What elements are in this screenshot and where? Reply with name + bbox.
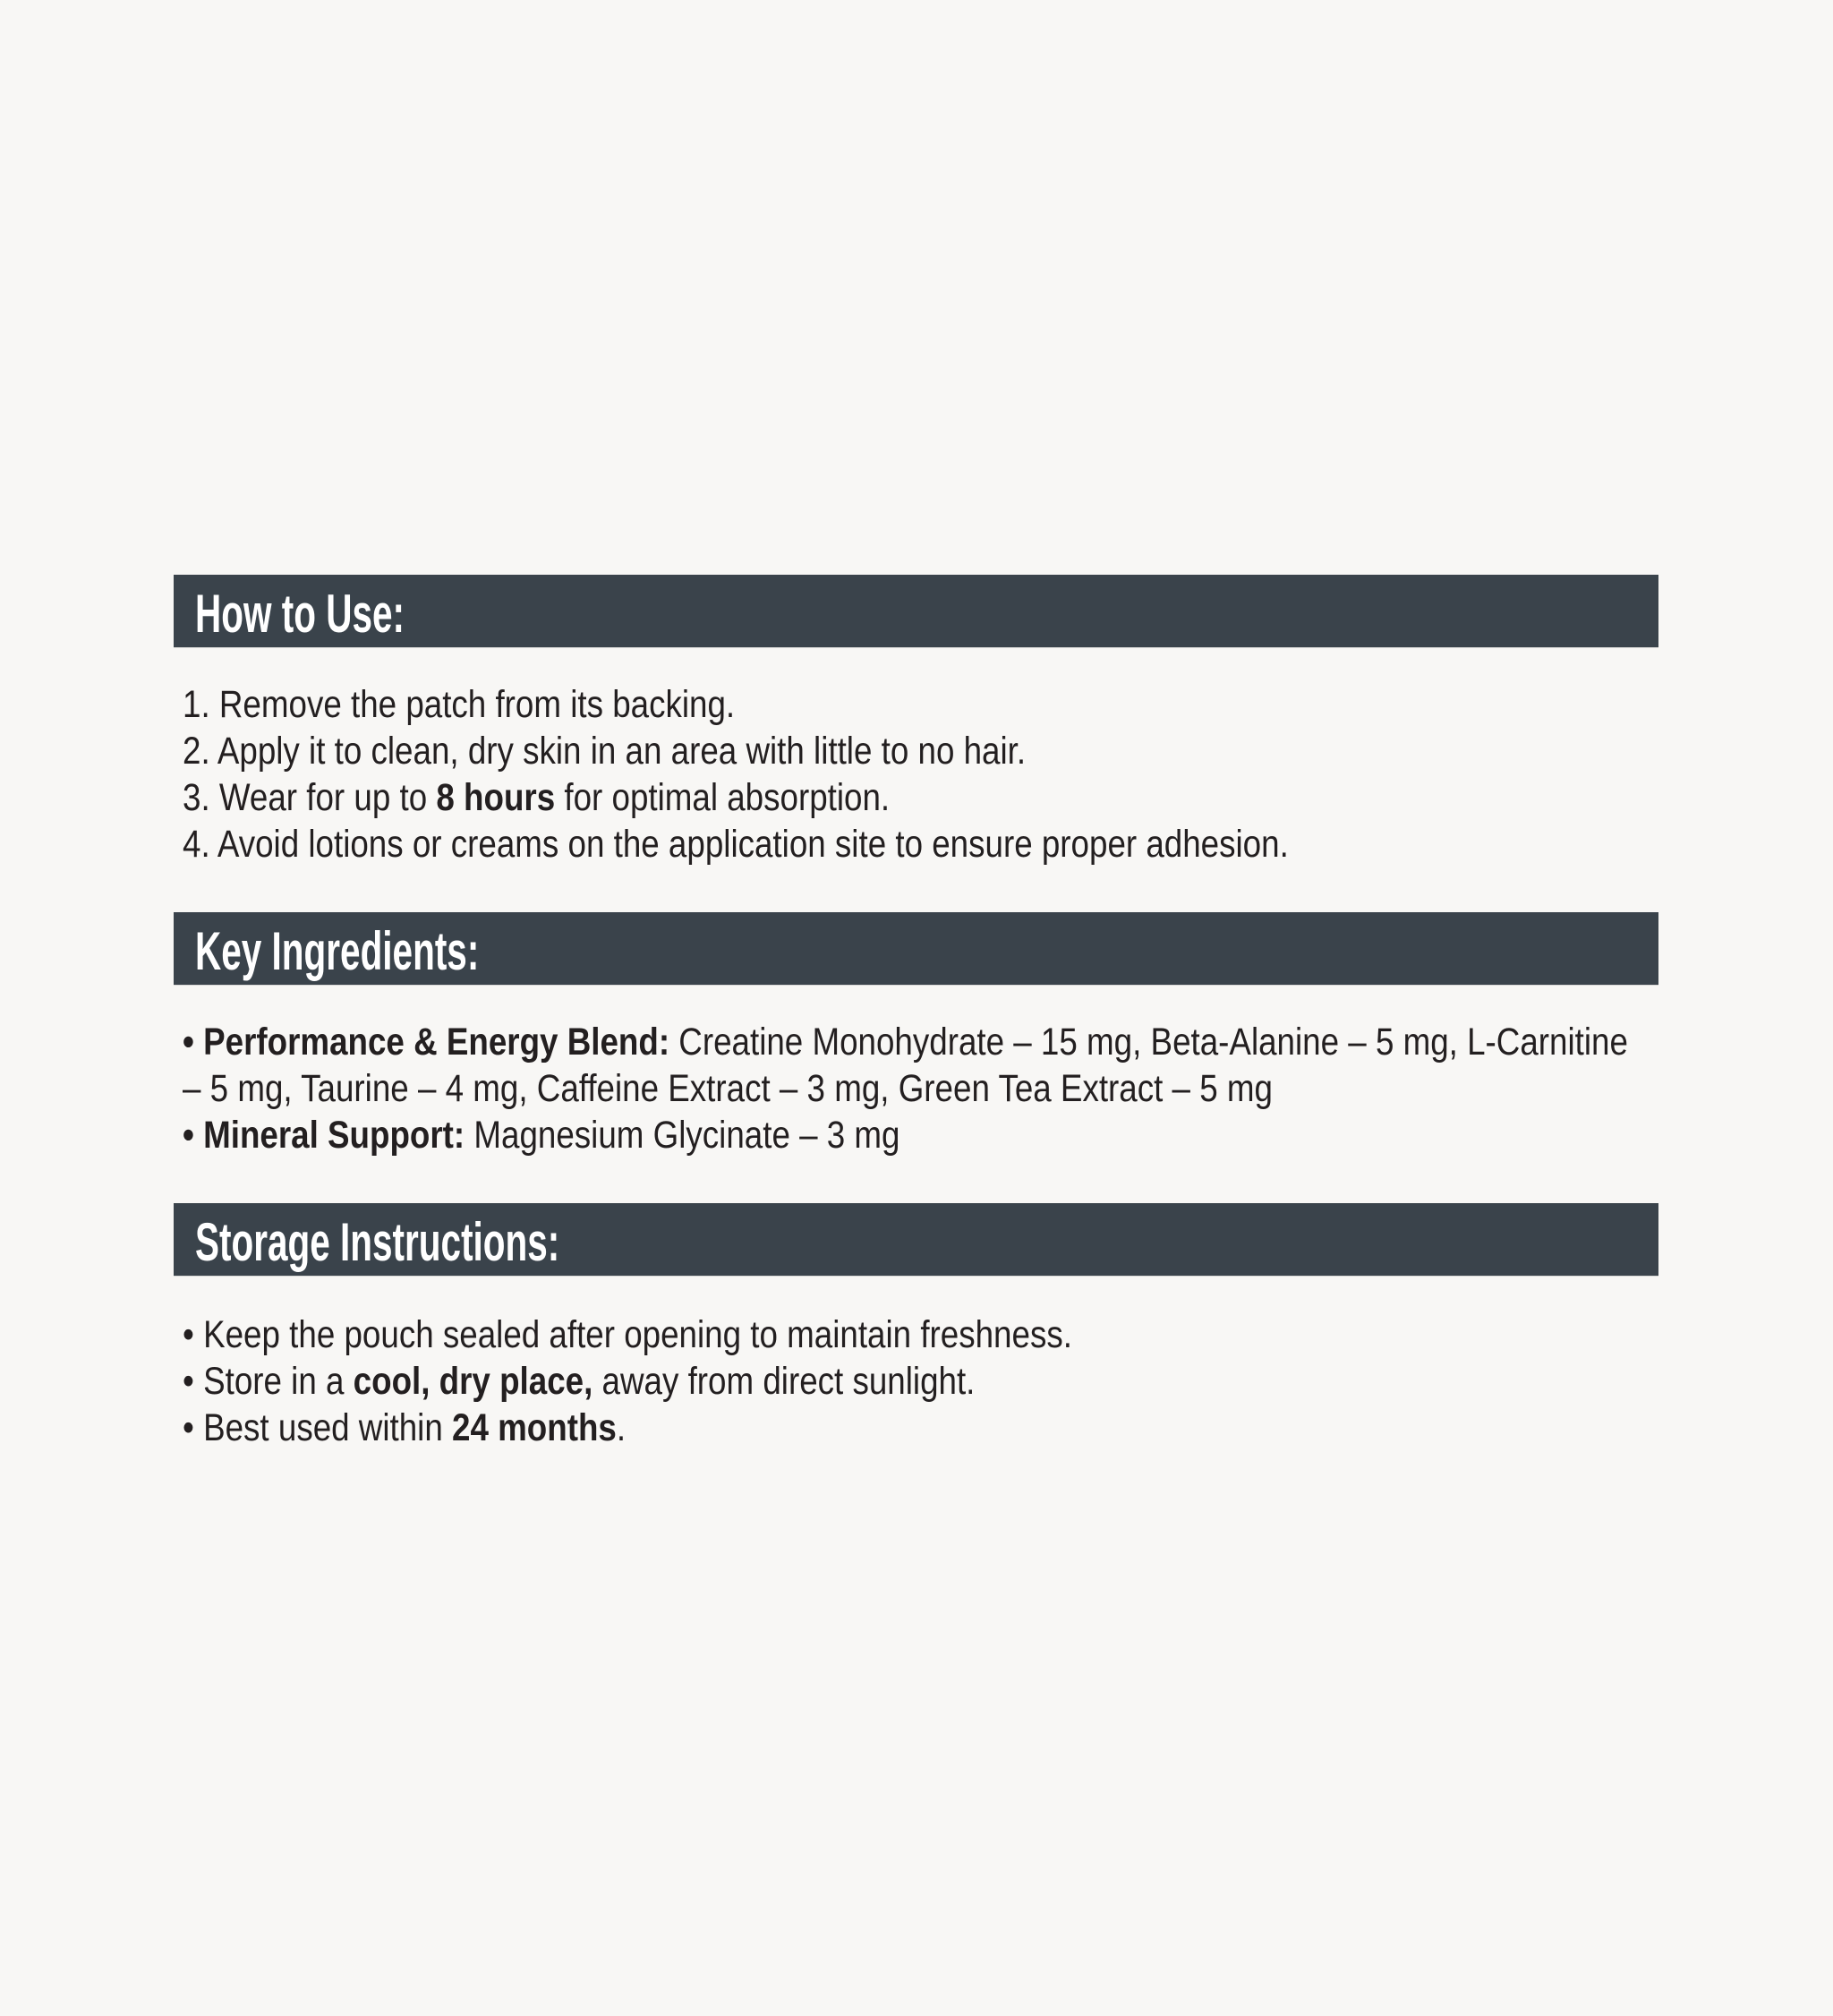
step-text: 3. Wear for up to — [183, 776, 437, 819]
how-to-use-header-bar — [174, 575, 1658, 647]
storage-text: • Best used within — [183, 1406, 453, 1449]
step-2 — [183, 728, 1713, 774]
storage-emphasis: 24 months — [452, 1406, 617, 1449]
storage-item-1 — [183, 1311, 1713, 1358]
storage-emphasis: cool, dry place, — [353, 1360, 593, 1403]
ingredient-item-performance-cont — [183, 1065, 1713, 1112]
ingredient-item-performance — [183, 1019, 1713, 1065]
ingredient-label: Mineral Support: — [203, 1114, 465, 1157]
storage-text: away from direct sunlight. — [593, 1360, 976, 1403]
bullet-icon: • — [183, 1114, 204, 1157]
step-text: 2. Apply it to clean, dry skin in an area with little to no hair. — [183, 730, 1027, 773]
key-ingredients-title: Key Ingredients: — [195, 921, 480, 981]
key-ingredients-header-bar — [174, 912, 1658, 985]
how-to-use-steps — [183, 681, 1713, 867]
ingredient-text: Creatine Monohydrate – 15 mg, Beta-Alanine – 5 mg, L-Carnitine — [669, 1021, 1628, 1064]
step-emphasis: 8 hours — [436, 776, 556, 819]
ingredient-text: – 5 mg, Taurine – 4 mg, Caffeine Extract – 3 mg, Green Tea Extract – 5 mg — [183, 1067, 1273, 1110]
step-1 — [183, 681, 1713, 728]
ingredient-label: Performance & Energy Blend: — [203, 1021, 670, 1064]
ingredient-text: Magnesium Glycinate – 3 mg — [465, 1114, 900, 1157]
key-ingredients-list — [183, 1019, 1713, 1158]
step-text: for optimal absorption. — [555, 776, 891, 819]
storage-text: • Store in a — [183, 1360, 354, 1403]
step-4 — [183, 821, 1713, 867]
storage-item-3 — [183, 1405, 1713, 1451]
storage-item-2 — [183, 1358, 1713, 1405]
bullet-icon: • — [183, 1021, 204, 1064]
step-3 — [183, 774, 1713, 821]
step-text: 1. Remove the patch from its backing. — [183, 683, 736, 726]
storage-header-bar — [174, 1203, 1658, 1276]
storage-text: • Keep the pouch sealed after opening to maintain freshness. — [183, 1313, 1072, 1356]
storage-title: Storage Instructions: — [195, 1212, 560, 1272]
how-to-use-title: How to Use: — [195, 584, 405, 644]
step-text: 4. Avoid lotions or creams on the application site to ensure proper adhesion. — [183, 823, 1289, 866]
storage-list — [183, 1311, 1713, 1451]
storage-text: . — [616, 1406, 627, 1449]
ingredient-item-mineral — [183, 1112, 1713, 1158]
